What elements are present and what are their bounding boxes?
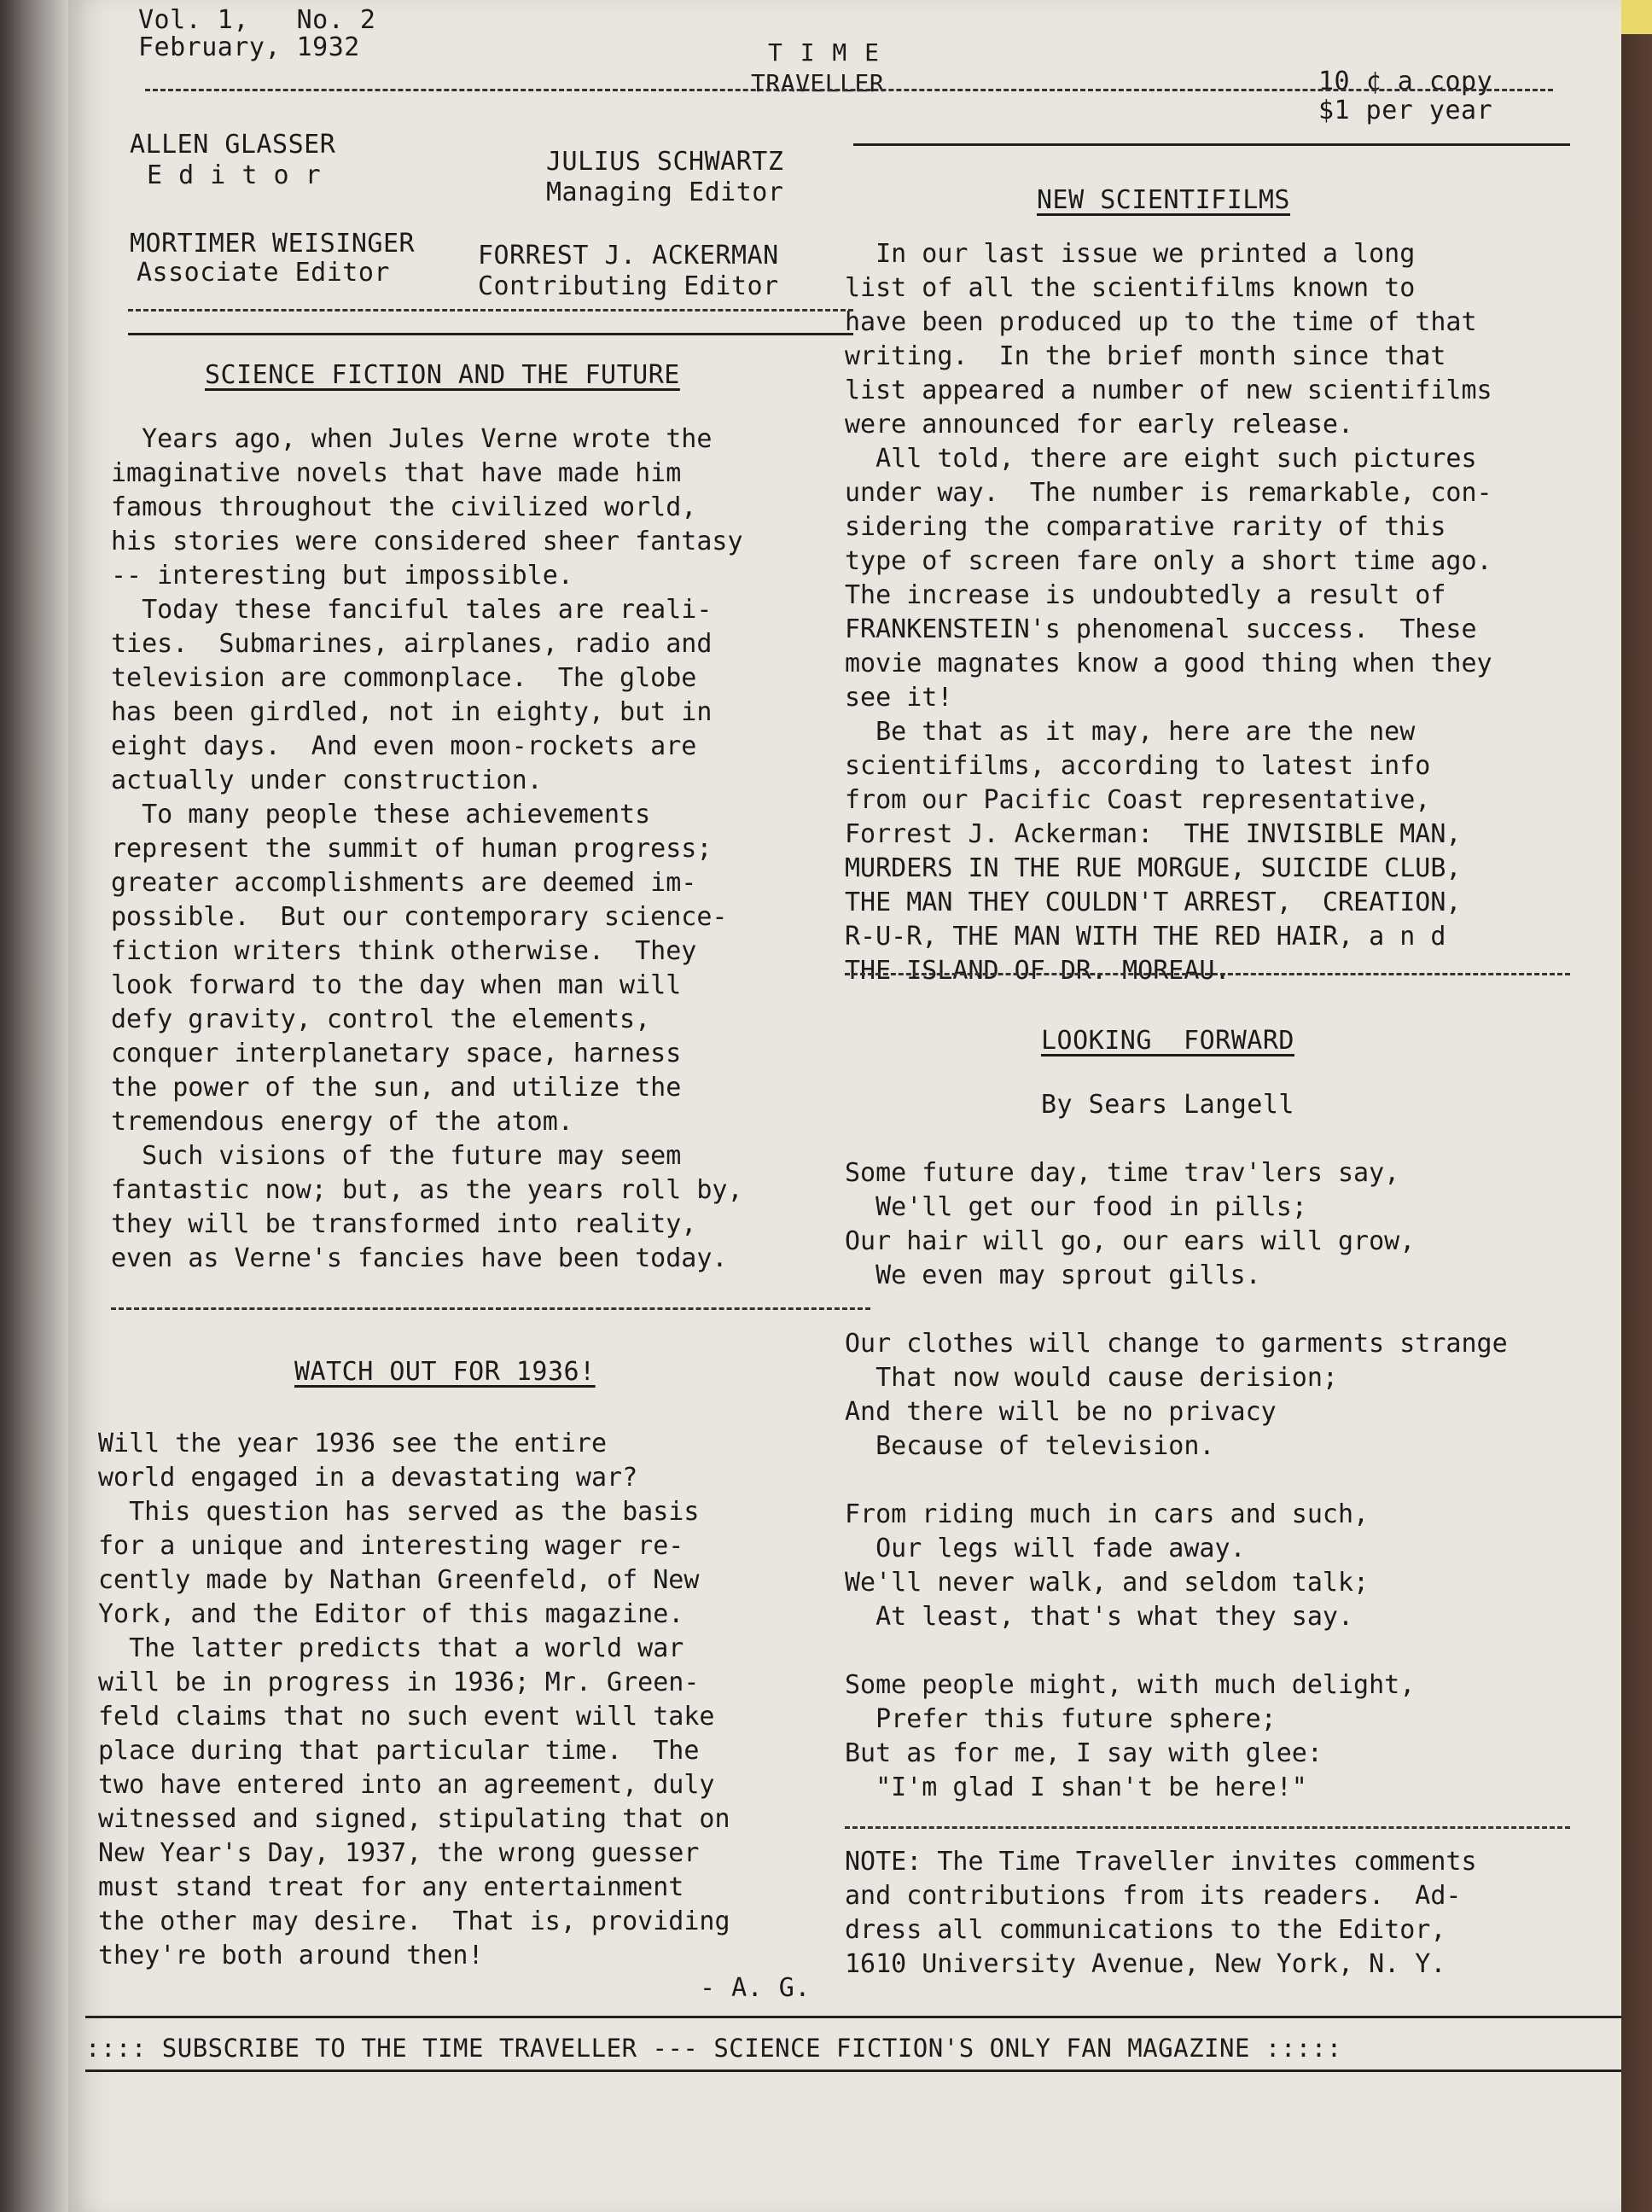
price-single: 10 ¢ a copy — [1318, 67, 1493, 96]
article-line: will be in progress in 1936; Mr. Green- — [98, 1668, 700, 1697]
poem-line: We even may sprout gills. — [845, 1260, 1261, 1290]
staff-editor-name: ALLEN GLASSER — [130, 130, 336, 160]
staff-contributing-name: FORREST J. ACKERMAN — [478, 241, 779, 271]
article-line: they're both around then! — [98, 1941, 484, 1970]
article-line: York, and the Editor of this magazine. — [98, 1599, 684, 1629]
article-line: To many people these achievements — [111, 800, 651, 830]
note-line: and contributions from its readers. Ad- — [845, 1881, 1462, 1911]
article-line: two have entered into an agreement, duly — [98, 1770, 715, 1800]
masthead-title-line2: TRAVELLER — [751, 69, 885, 97]
article-line: Years ago, when Jules Verne wrote the — [111, 424, 713, 454]
article-line: FRANKENSTEIN's phenomenal success. These — [845, 614, 1477, 644]
article-line: tremendous energy of the atom. — [111, 1107, 573, 1137]
masthead-title-line1: T I M E — [768, 38, 881, 67]
article-line: famous throughout the civilized world, — [111, 492, 697, 522]
article-line: Will the year 1936 see the entire — [98, 1429, 608, 1458]
staff-contributing-role: Contributing Editor — [478, 271, 779, 301]
article-line: conquer interplanetary space, harness — [111, 1039, 682, 1068]
article-heading-watch-out: WATCH OUT FOR 1936! — [294, 1357, 596, 1387]
article-line: for a unique and interesting wager re- — [98, 1531, 684, 1561]
staff-rule-2 — [128, 333, 853, 335]
article-line: were announced for early release. — [845, 410, 1354, 439]
article-line: list appeared a number of new scientifilms — [845, 375, 1492, 405]
article-line: they will be transformed into reality, — [111, 1209, 697, 1239]
editor-note — [845, 1845, 1477, 1982]
article-line: scientifilms, according to latest info — [845, 751, 1431, 781]
poem-line: At least, that's what they say. — [845, 1602, 1354, 1632]
article-line: represent the summit of human progress; — [111, 834, 713, 864]
article-line: even as Verne's fancies have been today. — [111, 1243, 728, 1273]
article-line: ties. Submarines, airplanes, radio and — [111, 629, 713, 659]
article-line: THE MAN THEY COULDN'T ARREST, CREATION, — [845, 888, 1462, 917]
poem-line: Our clothes will change to garments strange — [845, 1329, 1508, 1359]
article-line: actually under construction. — [111, 765, 543, 795]
poem-line: Some future day, time trav'lers say, — [845, 1158, 1400, 1188]
article-line: must stand treat for any entertainment — [98, 1872, 684, 1902]
article-line: list of all the scientifilms known to — [845, 273, 1416, 303]
article-heading-new-scientifilms: NEW SCIENTIFILMS — [1037, 185, 1290, 215]
poem-line: But as for me, I say with glee: — [845, 1738, 1323, 1768]
article-line: the other may desire. That is, providing — [98, 1906, 730, 1936]
footer-slogan: :::: SUBSCRIBE TO THE TIME TRAVELLER --- SCIENCE FICTION'S ONLY FAN MAGAZINE ::::: — [85, 2034, 1342, 2063]
article-signature: - A. G. — [700, 1973, 811, 2003]
article-line: has been girdled, not in eighty, but in — [111, 697, 713, 727]
article-line: New Year's Day, 1937, the wrong guesser — [98, 1838, 700, 1868]
article-line: MURDERS IN THE RUE MORGUE, SUICIDE CLUB, — [845, 853, 1462, 883]
article-line: eight days. And even moon-rockets are — [111, 731, 697, 761]
article-heading-science-fiction: SCIENCE FICTION AND THE FUTURE — [205, 360, 680, 390]
poem-stanza — [845, 1498, 1508, 1634]
poem-stanza — [845, 1668, 1508, 1805]
price-annual: $1 per year — [1318, 96, 1493, 125]
article-line: sidering the comparative rarity of this — [845, 512, 1446, 542]
poem-line: And there will be no privacy — [845, 1397, 1277, 1427]
poem-line: Our legs will fade away. — [845, 1534, 1246, 1563]
newsletter-page — [68, 0, 1621, 2212]
issue-date: February, 1932 — [138, 32, 360, 62]
article-line: world engaged in a devastating war? — [98, 1463, 638, 1493]
article-line: from our Pacific Coast representative, — [845, 785, 1431, 815]
article-line: his stories were considered sheer fantasy — [111, 527, 743, 556]
header-rule — [145, 89, 1553, 91]
article-line: All told, there are eight such pictures — [845, 444, 1477, 474]
article-line: imaginative novels that have made him — [111, 458, 682, 488]
poem-stanza — [845, 1156, 1508, 1293]
article-line: Today these fanciful tales are reali- — [111, 595, 713, 625]
article-line: Forrest J. Ackerman: THE INVISIBLE MAN, — [845, 819, 1462, 849]
poem-stanza — [845, 1327, 1508, 1464]
right-column-top-rule — [853, 143, 1570, 146]
article-line: witnessed and signed, stipulating that on — [98, 1804, 730, 1834]
article-line: under way. The number is remarkable, con- — [845, 478, 1492, 508]
article-line: Such visions of the future may seem — [111, 1141, 682, 1171]
footer-rule-top — [85, 2016, 1621, 2018]
poem-line: Because of television. — [845, 1431, 1215, 1461]
staff-managing-role: Managing Editor — [546, 178, 784, 207]
article-line: look forward to the day when man will — [111, 970, 682, 1000]
poem-byline: By Sears Langell — [1041, 1090, 1294, 1120]
staff-associate-role: Associate Editor — [137, 258, 390, 288]
article-line: fiction writers think otherwise. They — [111, 936, 697, 966]
staff-associate-name: MORTIMER WEISINGER — [130, 229, 416, 259]
article-divider-2 — [845, 973, 1570, 975]
article-line: THE ISLAND OF DR. MOREAU. — [845, 956, 1230, 986]
poem-title: LOOKING FORWARD — [1041, 1026, 1294, 1056]
article-line: This question has served as the basis — [98, 1497, 700, 1527]
article-line: defy gravity, control the elements, — [111, 1004, 651, 1034]
staff-rule-1 — [128, 309, 853, 311]
article-line: television are commonplace. The globe — [111, 663, 697, 693]
poem-line: That now would cause derision; — [845, 1363, 1338, 1393]
volume-number: Vol. 1, No. 2 — [138, 5, 376, 35]
article-line: greater accomplishments are deemed im- — [111, 868, 697, 898]
article-line: writing. In the brief month since that — [845, 341, 1446, 371]
article-line: feld claims that no such event will take — [98, 1702, 715, 1732]
article-body-watch-out — [98, 1427, 730, 1973]
note-line: 1610 University Avenue, New York, N. Y. — [845, 1949, 1446, 1979]
article-line: -- interesting but impossible. — [111, 561, 573, 591]
poem-line: From riding much in cars and such, — [845, 1499, 1370, 1529]
article-divider-1 — [111, 1307, 870, 1310]
article-line: the power of the sun, and utilize the — [111, 1073, 682, 1103]
poem-line: Prefer this future sphere; — [845, 1704, 1277, 1734]
poem-line: Some people might, with much delight, — [845, 1670, 1416, 1700]
poem-line: We'll get our food in pills; — [845, 1192, 1307, 1222]
article-line: movie magnates know a good thing when they — [845, 649, 1492, 678]
staff-editor-role: E d i t o r — [147, 160, 322, 190]
article-line: In our last issue we printed a long — [845, 239, 1416, 269]
article-line: possible. But our contemporary science- — [111, 902, 728, 932]
article-line: The increase is undoubtedly a result of — [845, 580, 1446, 610]
article-line: R-U-R, THE MAN WITH THE RED HAIR, a n d — [845, 922, 1446, 952]
note-line: NOTE: The Time Traveller invites comments — [845, 1847, 1477, 1877]
note-divider — [845, 1826, 1570, 1829]
article-line: fantastic now; but, as the years roll by, — [111, 1175, 743, 1205]
article-line: Be that as it may, here are the new — [845, 717, 1416, 747]
poem-line: "I'm glad I shan't be here!" — [845, 1773, 1307, 1802]
article-line: see it! — [845, 683, 953, 713]
article-line: The latter predicts that a world war — [98, 1633, 684, 1663]
article-line: place during that particular time. The — [98, 1736, 700, 1766]
poem-body — [845, 1156, 1508, 1839]
poem-line: We'll never walk, and seldom talk; — [845, 1568, 1370, 1598]
article-line: have been produced up to the time of that — [845, 307, 1477, 337]
poem-line: Our hair will go, our ears will grow, — [845, 1226, 1416, 1256]
article-body-new-scientifilms — [845, 237, 1492, 988]
note-line: dress all communications to the Editor, — [845, 1915, 1446, 1945]
article-body-science-fiction — [111, 422, 743, 1276]
staff-managing-name: JULIUS SCHWARTZ — [546, 147, 784, 177]
article-line: type of screen fare only a short time ago. — [845, 546, 1492, 576]
footer-rule-bottom — [85, 2069, 1621, 2072]
article-line: cently made by Nathan Greenfeld, of New — [98, 1565, 700, 1595]
